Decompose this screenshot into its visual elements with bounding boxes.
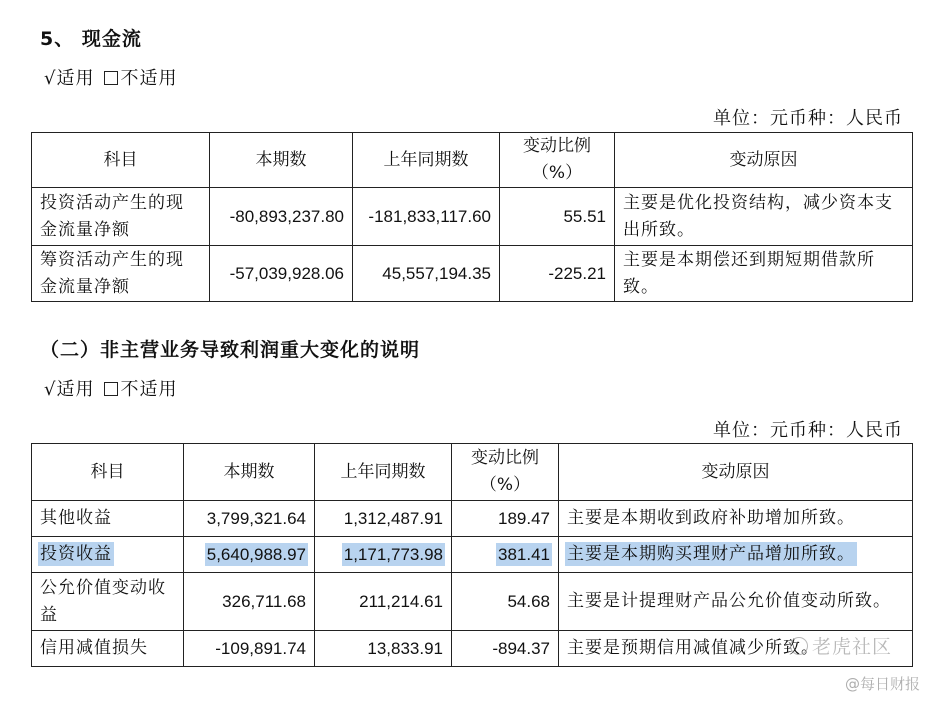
cell-current: 326,711.68 (184, 573, 315, 631)
cell-subject: 筹资活动产生的现金流量净额 (32, 246, 210, 302)
unit-label: 单位：元币种：人民币 (713, 108, 903, 129)
highlighted-text: 381.41 (498, 545, 550, 564)
highlighted-text: 1,171,773.98 (343, 545, 443, 564)
checkbox-icon (104, 71, 118, 85)
checkbox-icon (104, 382, 118, 396)
header-ratio: 变动比例（%） (500, 133, 615, 188)
non-core-table (31, 443, 913, 667)
tiger-logo-icon (790, 637, 808, 655)
cell-prior (315, 537, 452, 573)
header-prior: 上年同期数 (315, 444, 452, 501)
cell-prior: 13,833.91 (315, 631, 452, 667)
cell-current: -80,893,237.80 (210, 188, 353, 246)
not-applicable-label: 不适用 (120, 68, 178, 89)
applicable-label: √适用 (44, 68, 95, 89)
cell-reason: 主要是本期收到政府补助增加所致。 (559, 501, 913, 537)
cell-subject: 投资活动产生的现金流量净额 (32, 188, 210, 246)
cell-prior: 1,312,487.91 (315, 501, 452, 537)
cell-ratio: 55.51 (500, 188, 615, 246)
highlighted-text: 投资收益 (40, 544, 112, 564)
highlighted-text: 主要是本期购买理财产品增加所致。 (567, 544, 855, 564)
applicability-line (44, 64, 177, 90)
cell-ratio: 189.47 (452, 501, 559, 537)
header-current: 本期数 (210, 133, 353, 188)
highlighted-text: 5,640,988.97 (206, 545, 306, 564)
cell-prior: 45,557,194.35 (353, 246, 500, 302)
cell-current: 3,799,321.64 (184, 501, 315, 537)
header-current: 本期数 (184, 444, 315, 501)
section-heading-non-core: （二）非主营业务导致利润重大变化的说明 (40, 339, 421, 361)
cell-ratio: 54.68 (452, 573, 559, 631)
cell-subject: 其他收益 (32, 501, 184, 537)
community-watermark (790, 632, 892, 659)
table-row (32, 188, 913, 246)
table-header-row (32, 133, 913, 188)
applicability-line (44, 375, 177, 401)
cell-subject: 信用减值损失 (32, 631, 184, 667)
unit-label: 单位：元币种：人民币 (713, 420, 903, 441)
source-watermark: @每日财报 (845, 675, 921, 693)
table-row (32, 501, 913, 537)
cell-ratio: -894.37 (452, 631, 559, 667)
applicable-label: √适用 (44, 379, 95, 400)
table-row (32, 573, 913, 631)
cell-prior: -181,833,117.60 (353, 188, 500, 246)
section-heading-cash-flow: 5、 现金流 (40, 28, 142, 50)
header-subject: 科目 (32, 133, 210, 188)
cell-current: -57,039,928.06 (210, 246, 353, 302)
cell-reason: 主要是预期信用减值减少所致。 (559, 631, 913, 667)
cell-prior: 211,214.61 (315, 573, 452, 631)
header-ratio: 变动比例（%） (452, 444, 559, 501)
cell-ratio (452, 537, 559, 573)
cell-reason: 主要是计提理财产品公允价值变动所致。 (559, 573, 913, 631)
community-watermark-text: 老虎社区 (812, 636, 893, 658)
cell-reason: 主要是优化投资结构，减少资本支出所致。 (615, 188, 913, 246)
header-prior: 上年同期数 (353, 133, 500, 188)
header-subject: 科目 (32, 444, 184, 501)
table-row (32, 246, 913, 302)
cell-ratio: -225.21 (500, 246, 615, 302)
table-row (32, 631, 913, 667)
cell-reason (559, 537, 913, 573)
cash-flow-table (31, 132, 913, 302)
table-header-row (32, 444, 913, 501)
not-applicable-label: 不适用 (120, 379, 178, 400)
cell-current: -109,891.74 (184, 631, 315, 667)
header-reason: 变动原因 (559, 444, 913, 501)
table-row-highlighted (32, 537, 913, 573)
cell-subject: 公允价值变动收益 (32, 573, 184, 631)
cell-current (184, 537, 315, 573)
cell-reason: 主要是本期偿还到期短期借款所致。 (615, 246, 913, 302)
cell-subject (32, 537, 184, 573)
header-reason: 变动原因 (615, 133, 913, 188)
